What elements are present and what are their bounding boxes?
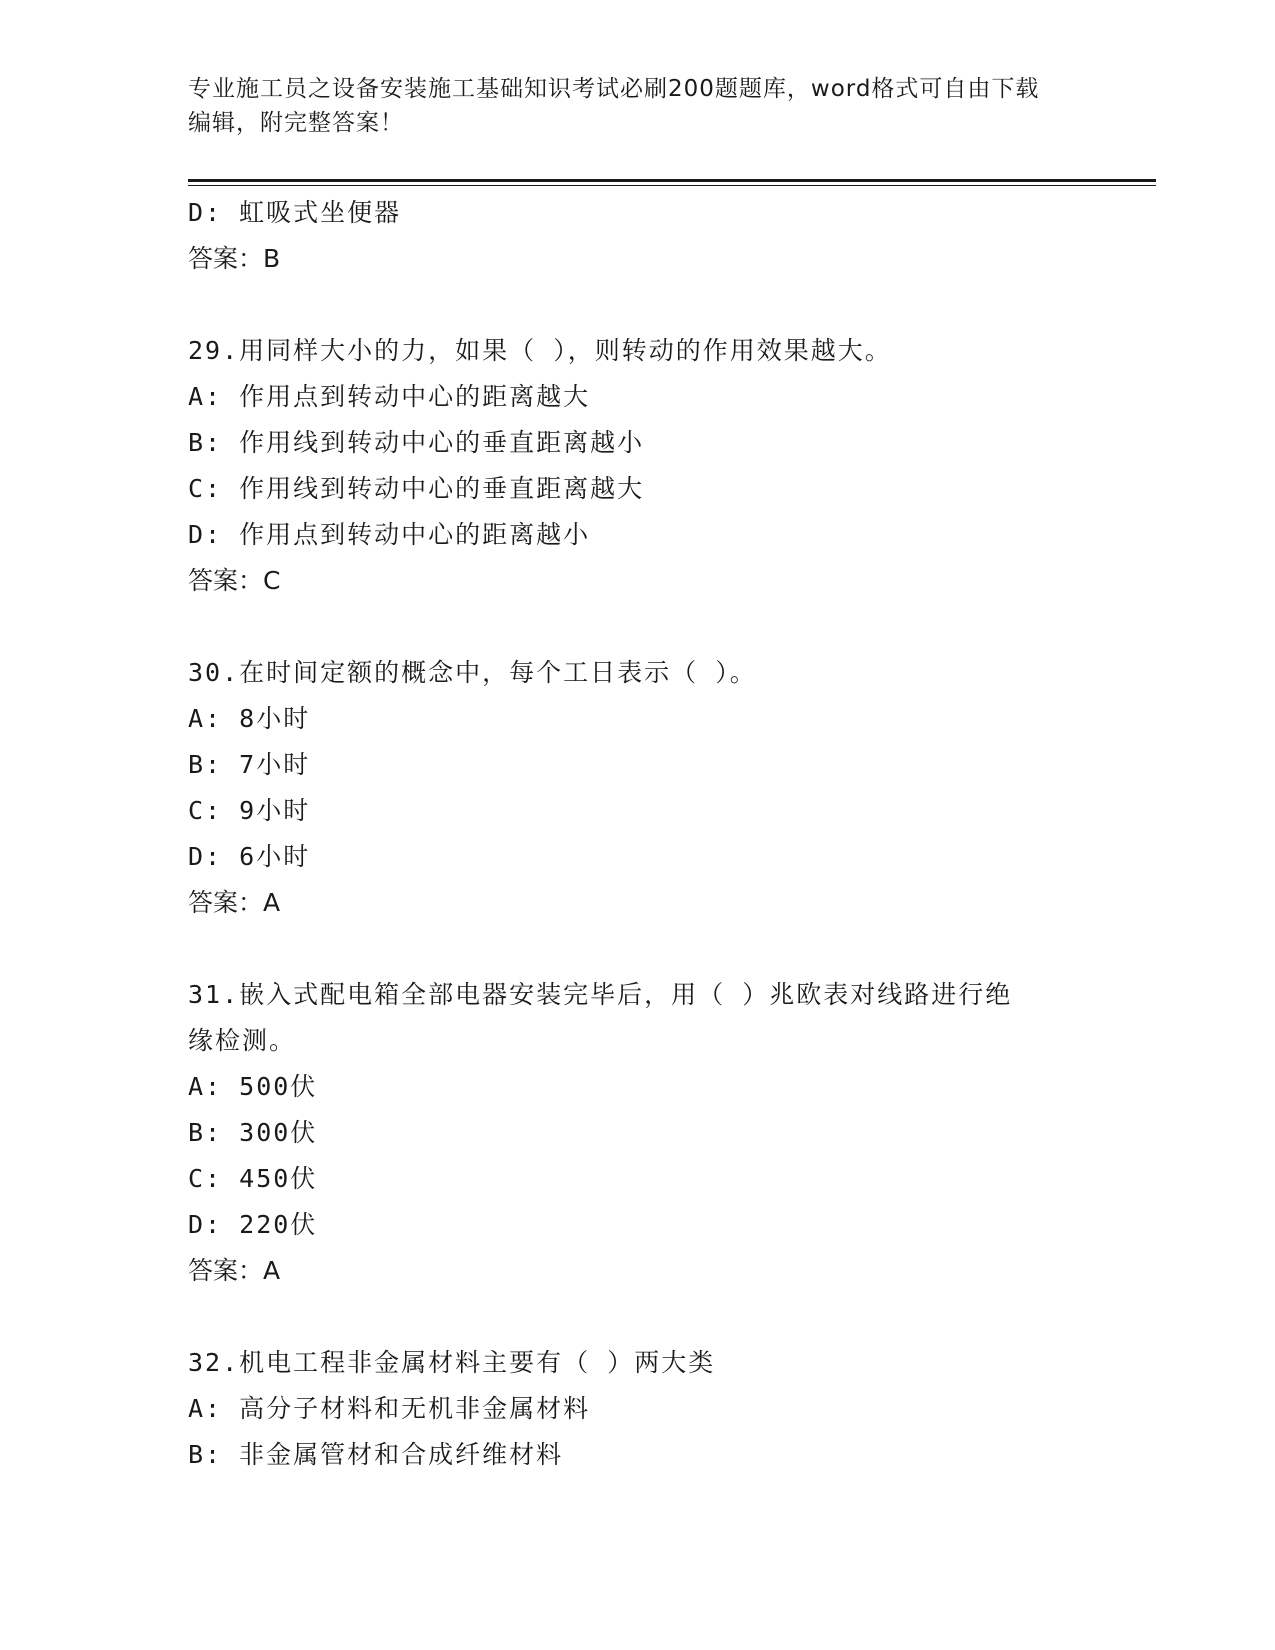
answer-label: 答案：A <box>188 888 281 917</box>
option-a: A: 高分子材料和无机非金属材料 <box>188 1394 591 1423</box>
question-list <box>188 190 1088 1478</box>
question-stem: 32.机电工程非金属材料主要有（ ）两大类 <box>188 1348 716 1377</box>
header-line-1: 专业施工员之设备安装施工基础知识考试必刷200题题库，word格式可自由下载 <box>188 76 1040 102</box>
header-rule-thick <box>188 179 1156 182</box>
option-a: A: 作用点到转动中心的距离越大 <box>188 382 591 411</box>
answer-label: 答案：A <box>188 1256 281 1285</box>
spacer <box>188 604 1088 650</box>
option-c: C: 450伏 <box>188 1164 318 1193</box>
option-b: B: 7小时 <box>188 750 311 779</box>
question-31 <box>188 972 1088 1294</box>
spacer <box>188 926 1088 972</box>
document-header <box>188 72 1088 140</box>
question-32 <box>188 1340 1088 1478</box>
question-30 <box>188 650 1088 926</box>
option-b: B: 作用线到转动中心的垂直距离越小 <box>188 428 645 457</box>
spacer <box>188 1294 1088 1340</box>
answer-label: 答案：B <box>188 244 281 273</box>
option-b: B: 300伏 <box>188 1118 318 1147</box>
option-c: C: 作用线到转动中心的垂直距离越大 <box>188 474 645 503</box>
option-a: A: 500伏 <box>188 1072 318 1101</box>
header-line-2: 编辑，附完整答案！ <box>188 110 404 136</box>
question-stem: 29.用同样大小的力，如果（ ），则转动的作用效果越大。 <box>188 336 892 365</box>
answer-label: 答案：C <box>188 566 281 595</box>
option-b: B: 非金属管材和合成纤维材料 <box>188 1440 564 1469</box>
spacer <box>188 282 1088 328</box>
question-stem: 30.在时间定额的概念中，每个工日表示（ ）。 <box>188 658 757 687</box>
option-d: D: 作用点到转动中心的距离越小 <box>188 520 591 549</box>
option-c: C: 9小时 <box>188 796 311 825</box>
option-d: D: 220伏 <box>188 1210 318 1239</box>
option-a: A: 8小时 <box>188 704 311 733</box>
question-stem-line-2: 缘检测。 <box>188 1026 297 1055</box>
question-29 <box>188 328 1088 604</box>
header-rule-thin <box>188 185 1156 186</box>
question-stem-line-1: 31.嵌入式配电箱全部电器安装完毕后，用（ ）兆欧表对线路进行绝 <box>188 980 1013 1009</box>
option-d: D: 6小时 <box>188 842 311 871</box>
question-28-tail <box>188 190 1088 282</box>
option-d: D: 虹吸式坐便器 <box>188 198 402 227</box>
